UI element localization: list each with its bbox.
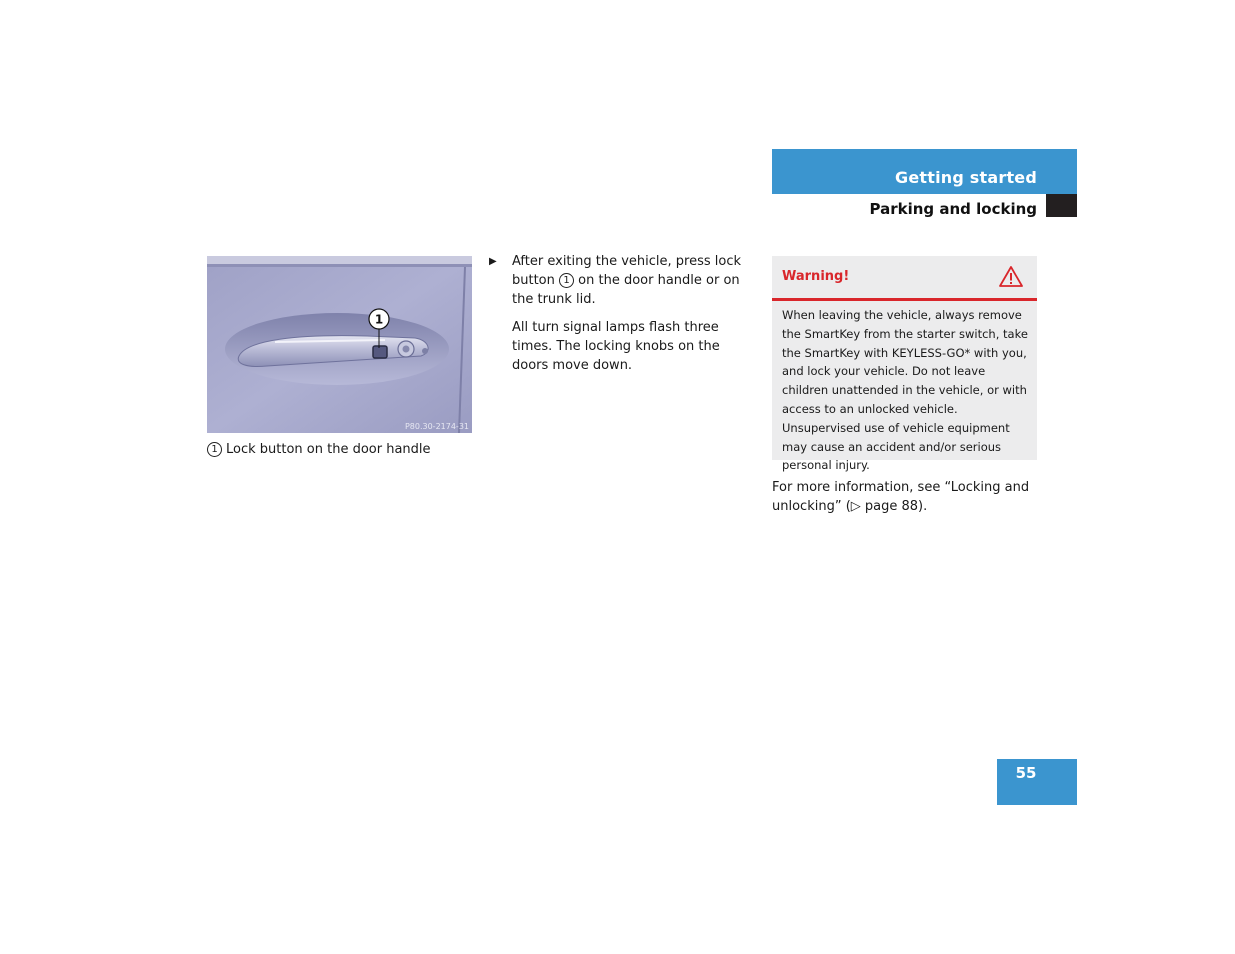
subsection-header: [772, 194, 1077, 217]
warning-triangle-icon: [998, 265, 1024, 288]
door-handle-figure: [207, 256, 472, 433]
warning-title: Warning!: [782, 269, 850, 284]
thumb-tab: [1046, 194, 1077, 217]
door-handle-illustration: [207, 256, 472, 433]
warning-header: [772, 256, 1037, 301]
caption-text: Lock button on the door handle: [226, 442, 431, 457]
step-callout-marker: 1: [559, 273, 574, 288]
figure-code: P80.30-2174-31: [404, 422, 469, 431]
page-number-box: [997, 759, 1077, 805]
warning-box: [772, 256, 1037, 473]
warning-body: When leaving the vehicle, always remove the SmartKey from the starter switch, take the SmartKey with KEYLESS-GO* with you, and lock your vehicle. Do not leave children unattended in the vehicle, or with access to an unlocked vehicle. Unsupervised use of vehicle equipment may cause an accident and/or serious personal injury.: [782, 308, 1028, 473]
section-header-bar: [772, 149, 1077, 194]
instructions-column: [489, 252, 754, 375]
figure-caption: [207, 442, 431, 457]
instruction-step: [489, 252, 754, 309]
result-text: All turn signal lamps flash three times. The locking knobs on the doors move down.: [512, 320, 720, 373]
step-text-before: After exiting the vehicle, press lock button: [512, 254, 742, 288]
figure-callout-number: 1: [374, 312, 384, 327]
more-info-text: For more information, see “Locking and unlocking” (▷ page 88).: [772, 480, 1030, 514]
subsection-title: Parking and locking: [869, 200, 1037, 218]
step-text-after: on the door handle or on the trunk lid.: [512, 273, 740, 307]
section-title: Getting started: [895, 168, 1037, 187]
caption-callout-marker: 1: [207, 442, 222, 457]
page-number: 55: [1015, 764, 1037, 782]
bullet-triangle-icon: ▶: [489, 256, 497, 267]
